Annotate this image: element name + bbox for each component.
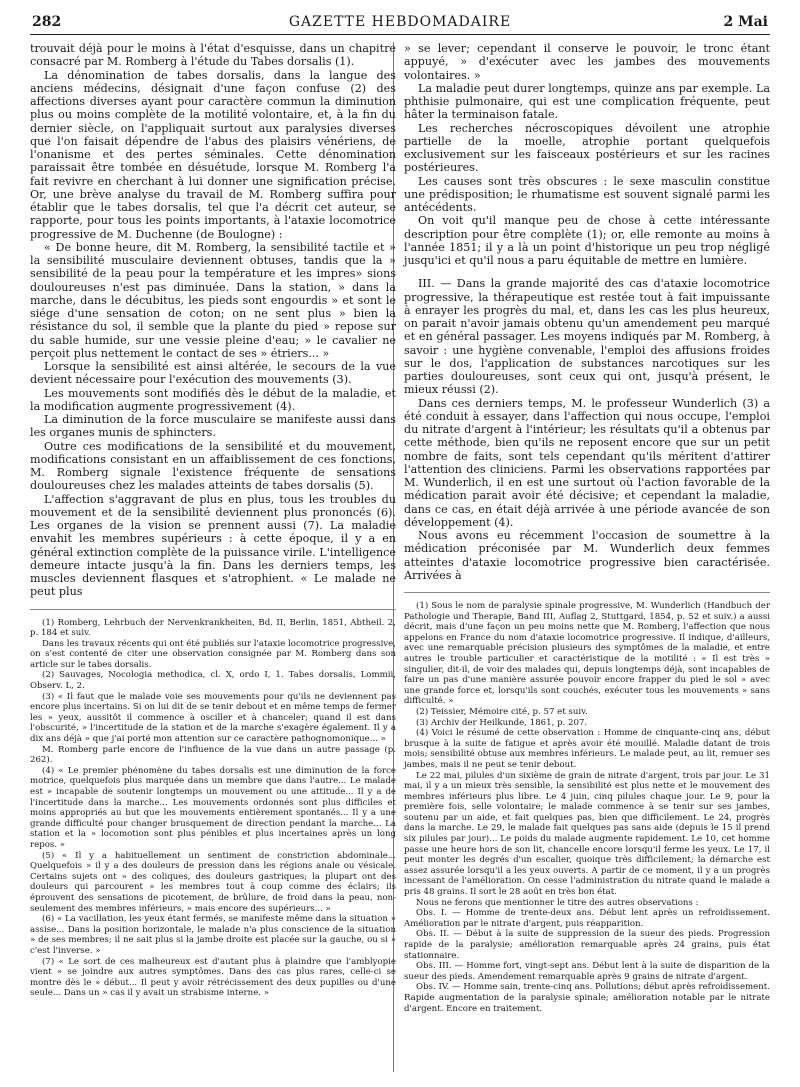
footnote: (4) « Le premier phénomène du tabes dorsalis est une diminution de la force motrice, quelquefois plus marquée dans un membre que dans l'autre... Le malade est » incapable de soutenir longtemps un mouvement ou une attitude... Il y a de l'incertitude dans la marche... Les mouvements ordonnés sont plus difficiles et moins appropriés au but que les mouvements entièrement spontanés... Il y a une grande difficulté pour changer brusquement de direction pendant la marche... La station et la » locomotion sont plus pénibles et plus incertaines après un long repos. » (30, 765, 396, 850)
footnote-separator (30, 609, 396, 610)
page-header (30, 12, 770, 35)
footnote: Dans les travaux récents qui ont été publiés sur l'ataxie locomotrice progressive, on s'est contenté de citer une observation consignée par M. Romberg dans son article sur le tabes dorsalis. (30, 638, 396, 670)
body-paragraph: Les mouvements sont modifiés dès le début de la maladie, et la modification augmente progressivement (4). (30, 386, 396, 413)
footnote: Obs. I. — Homme de trente-deux ans. Début lent après un refroidissement. Amélioration par le nitrate d'argent, puis réapparition. (404, 908, 770, 929)
footnote: (3) Archiv der Heilkunde, 1861, p. 207. (416, 717, 588, 728)
footnote: (7) « Le sort de ces malheureux est d'autant plus à plaindre que l'amblyopie vient » se joindre aux autres symptômes. Dans des cas plus rares, celle-ci se montre dès le » début... Il peut y avoir rétrécissement des deux pupilles ou d'une seule... Dans un » cas il y avait un strabisme interne. » (30, 956, 396, 999)
footnote: (2) Teissier, Mémoire cité, p. 57 et suiv. (416, 706, 588, 717)
issue-date: 2 Mai (723, 14, 768, 30)
footnote: Obs. IV. — Homme sain, trente-cinq ans. Pollutions; début après refroidissement. Rapide augmentation de la paralysie spinale; amélioration notable par le nitrate d'argent. Encore en traitement. (404, 982, 770, 1014)
body-paragraph: Lorsque la sensibilité est ainsi altérée, le secours de la vue devient nécessaire pour l'exécution des mouvements (3). (30, 360, 396, 387)
body-paragraph: La diminution de la force musculaire se manifeste aussi dans les organes munis de sphincters. (30, 413, 396, 440)
body-paragraph: Les causes sont très obscures : le sexe masculin constitue une prédisposition; le rhumatisme est souvent signalé parmi les antécédents. (404, 174, 770, 214)
left-column (30, 42, 396, 999)
footnote: (2) Sauvages, Nocologia methodica, cl. X, ordo I, 1. Tabes dorsalis, Lommii, Observ. L, 2. (30, 670, 396, 692)
body-paragraph: Outre ces modifications de la sensibilité et du mouvement, modifications consistant en un affaiblissement de ces fonctions, M. Romberg signale l'existence fréquente de sensations douloureuses chez les malades atteints de tabes dorsalis (5). (30, 439, 396, 493)
footnote: (3) « Il faut que le malade voie ses mouvements pour qu'ils ne deviennent pas encore plus incertains. Si on lui dit de se tenir debout et en même temps de fermer les » yeux, aussitôt il commence à osciller et à chanceler; quand il est dans l'obscurité, » l'incertitude de la station et de la marche s'exagère également. Il y a dix ans déjà » que j'ai porté mon attention sur ce caractère pathognomonique... » (30, 691, 396, 745)
footnote: M. Romberg parle encore de l'influence de la vue dans un autre passage (p. 262). (30, 744, 396, 766)
right-column (404, 42, 770, 1014)
footnote: (5) « Il y a habituellement un sentiment de constriction abdominale... Quelquefois » il y a des douleurs de pression dans les régions anale ou vésicale. Certains sujets ont » des coliques, des douleurs gastriques; la plupart ont des douleurs qui parcourent » les membres tout à coup comme des éclairs; ils éprouvent des sensations de picotement, de brûlure, de froid dans la peau, non-seulement des membres inférieurs, » mais encore des supérieurs... » (30, 850, 396, 914)
body-paragraph: On voit qu'il manque peu de chose à cette intéressante description pour être complète (1); or, elle remonte au moins à l'année 1851; il y a là un point d'historique un peu trop négligé jusqu'ici et qu'il nous a paru équitable de mettre en lumière. (404, 214, 770, 267)
body-paragraph: La dénomination de tabes dorsalis, dans la langue des anciens médecins, désignait d'une façon confuse (2) des affections diverses ayant pour caractère commun la diminution plus ou moins complète de la motilité volontaire, et, à la fin du dernier siècle, on l'appliquait surtout aux paralysies diverses que l'on faisait dépendre de l'abus des plaisirs vénériens, de l'onanisme et des pertes séminales. Cette dénomination paraissait être tombée en désuétude, lorsque M. Romberg l'a fait revivre en cherchant à lui donner une signification précise. Or, une brève analyse du travail de M. Romberg suffira pour établir que le tabes dorsalis, tel que l'a décrit cet auteur, se rapporte, pour tous les points importants, à l'ataxie locomotrice progressive de M. Duchenne (de Boulogne) : (30, 68, 396, 241)
footnote: Nous ne ferons que mentionner le titre des autres observations : (416, 897, 699, 908)
right-footnotes (404, 601, 770, 1014)
body-paragraph: L'affection s'aggravant de plus en plus, tous les troubles du mouvement et de la sensibilité deviennent plus prononcés (6). Les organes de la vision se prennent aussi (7). La maladie envahit les membres supérieurs : à cette époque, il y a en général extinction complète de la puissance virile. L'intelligence demeure intacte jusqu'à la fin. Dans les derniers temps, les muscles deviennent flasques et s'atrophient. « Le malade ne peut plus (30, 492, 396, 599)
journal-title: GAZETTE HEBDOMADAIRE (288, 14, 512, 30)
footnote: (6) « La vacillation, les yeux étant fermés, se manifeste même dans la situation » assise... Dans la position horizontale, le malade n'a plus conscience de la situation » de ses membres; il ne sait plus si la jambe droite est placée sur la gauche, ou si » c'est l'inverse. » (30, 914, 396, 956)
body-paragraph: » se lever; cependant il conserve le pouvoir, le tronc étant appuyé, » d'exécuter avec les jambes des mouvements volontaires. » (404, 42, 770, 82)
page-number: 282 (32, 14, 62, 30)
romberg-quote: « De bonne heure, dit M. Romberg, la sensibilité tactile et » la sensibilité musculaire deviennent obtuses, tandis que la » sensibilité de la peau pour la température et les impres» sions douloureuses n'est pas diminuée. Dans la station, » dans la marche, dans le décubitus, les pieds sont engourdis » et sont le siége d'une sensation de coton; on ne sent plus » bien la résistance du sol, il semble que la plante du pied » repose sur du sable humide, sur une vessie pleine d'eau; » le cavalier ne perçoit plus nettement le contact de ses » étriers... » (30, 240, 396, 360)
body-paragraph: Dans ces derniers temps, M. le professeur Wunderlich (3) a été conduit à essayer, dans l'affection qui nous occupe, l'emploi du nitrate d'argent à l'intérieur; les résultats qu'il a obtenus par cette méthode, bien qu'ils ne reposent encore que sur un petit nombre de faits, sont tels cependant qu'ils méritent d'attirer l'attention des cliniciens. Parmi les observations rapportées par M. Wunderlich, il en est une surtout où l'action favorable de la médication parait avoir été décisive; et cependant la maladie, dans ce cas, en était déjà arrivée à une période avancée de son développement (4). (404, 396, 770, 529)
body-paragraph: Nous avons eu récemment l'occasion de soumettre à la médication préconisée par M. Wunderlich deux femmes atteintes d'ataxie locomotrice progressive bien caractérisée. Arrivées à (404, 529, 770, 582)
body-paragraph: Les recherches nécroscopiques dévoilent une atrophie partielle de la moelle, atrophie portant quelquefois exclusivement sur les faisceaux postérieurs et sur les racines postérieures. (404, 121, 770, 175)
footnote: Le 22 mai, pilules d'un sixième de grain de nitrate d'argent, trois par jour. Le 31 mai, il y a un mieux très sensible, la sensibilité est plus nette et le mouvement des membres inférieurs plus libre. Le 4 juin, cinq pilules chaque jour. Le 9, pour la première fois, selle volontaire; le malade commence à se tenir sur ses jambes, soutenu par un aide, et fait quelques pas, bien que difficilement. Le 24, progrès dans la marche. Le 29, le malade fait quelques pas sans aide (depuis le 15 il prend six pilules par jour)... Le poids du malade augmente rapidement. Le 10, cet homme passe une heure hors de son lit, chancelle encore lorsqu'il ferme les yeux. Le 17, il peut monter les degrés d'un escalier, quoique très difficilement; la démarche est assez assurée lorsqu'il a les yeux ouverts. A partir de ce moment, il y a un progrès incessant de l'amélioration. On cesse l'administration du nitrate quand le malade a pris 48 grains. Il sort le 28 août en très bon état. (404, 770, 770, 898)
footnote: (1) Sous le nom de paralysie spinale progressive, M. Wunderlich (Handbuch der Pathologie und Therapie, Band III, Auflag 2, Stuttgard, 1854, p. 52 et suiv.) a aussi décrit, mais d'une façon un peu moins nette que M. Romberg, l'affection que nous appelons en France du nom d'ataxie locomotrice progressive. Il indique, d'ailleurs, avec une remarquable précision plusieurs des symptômes de la maladie, et entre autres le trouble particulier et caractéristique de la motilité : « Il est très » singulier, dit-il, de voir des malades qui, depuis longtemps déjà, sont incapables de faire un pas d'une manière assurée pouvoir encore frapper du pied le sol » avec une grande force et, lorsqu'ils sont couchés, exécuter tous les mouvements » sans difficulté. » (404, 601, 770, 707)
section-gap (404, 267, 770, 277)
footnote: Obs. II. — Début à la suite de suppression de la sueur des pieds. Progression rapide de la paralysie; amélioration remarquable après 24 grains, puis état stationnaire. (404, 929, 770, 961)
body-paragraph: trouvait déjà pour le moins à l'état d'esquisse, dans un chapitre consacré par M. Romberg à l'étude du Tabes dorsalis (1). (30, 42, 396, 69)
left-footnotes (30, 618, 396, 999)
footnote-separator (404, 592, 770, 593)
footnote: (4) Voici le résumé de cette observation : Homme de cinquante-cinq ans, début brusque à la suite de fatigue et après avoir été mouillé. Maladie datant de trois mois; sensibilité obtuse aux membres inférieurs. Le malade peut, au lit, remuer ses jambes, mais il ne peut se tenir debout. (404, 728, 770, 770)
body-paragraph: La maladie peut durer longtemps, quinze ans par exemple. La phthisie pulmonaire, qui est une complication fréquente, peut hâter la terminaison fatale. (404, 81, 770, 122)
footnote: (1) Romberg, Lehrbuch der Nervenkrankheiten, Bd. II, Berlin, 1851, Abtheil. 2, p. 184 et suiv. (30, 617, 396, 639)
section-three-paragraph: III. — Dans la grande majorité des cas d'ataxie locomotrice progressive, la thérapeutique est restée tout à fait impuissante à enrayer les progrès du mal, et, dans les cas les plus heureux, on parait n'avoir jamais obtenu qu'un amendement peu marqué et en général passager. Les moyens indiqués par M. Romberg, à savoir : une hygiène convenable, l'emploi des affusions froides sur le dos, l'application de substances narcotiques sur les parties douloureuses, sont ceux qui ont, jusqu'à présent, le mieux réussi (2). (404, 277, 770, 397)
footnote: Obs. III. — Homme fort, vingt-sept ans. Début lent à la suite de disparition de la sueur des pieds. Amendement remarquable après 9 grains de nitrate d'argent. (404, 961, 770, 982)
